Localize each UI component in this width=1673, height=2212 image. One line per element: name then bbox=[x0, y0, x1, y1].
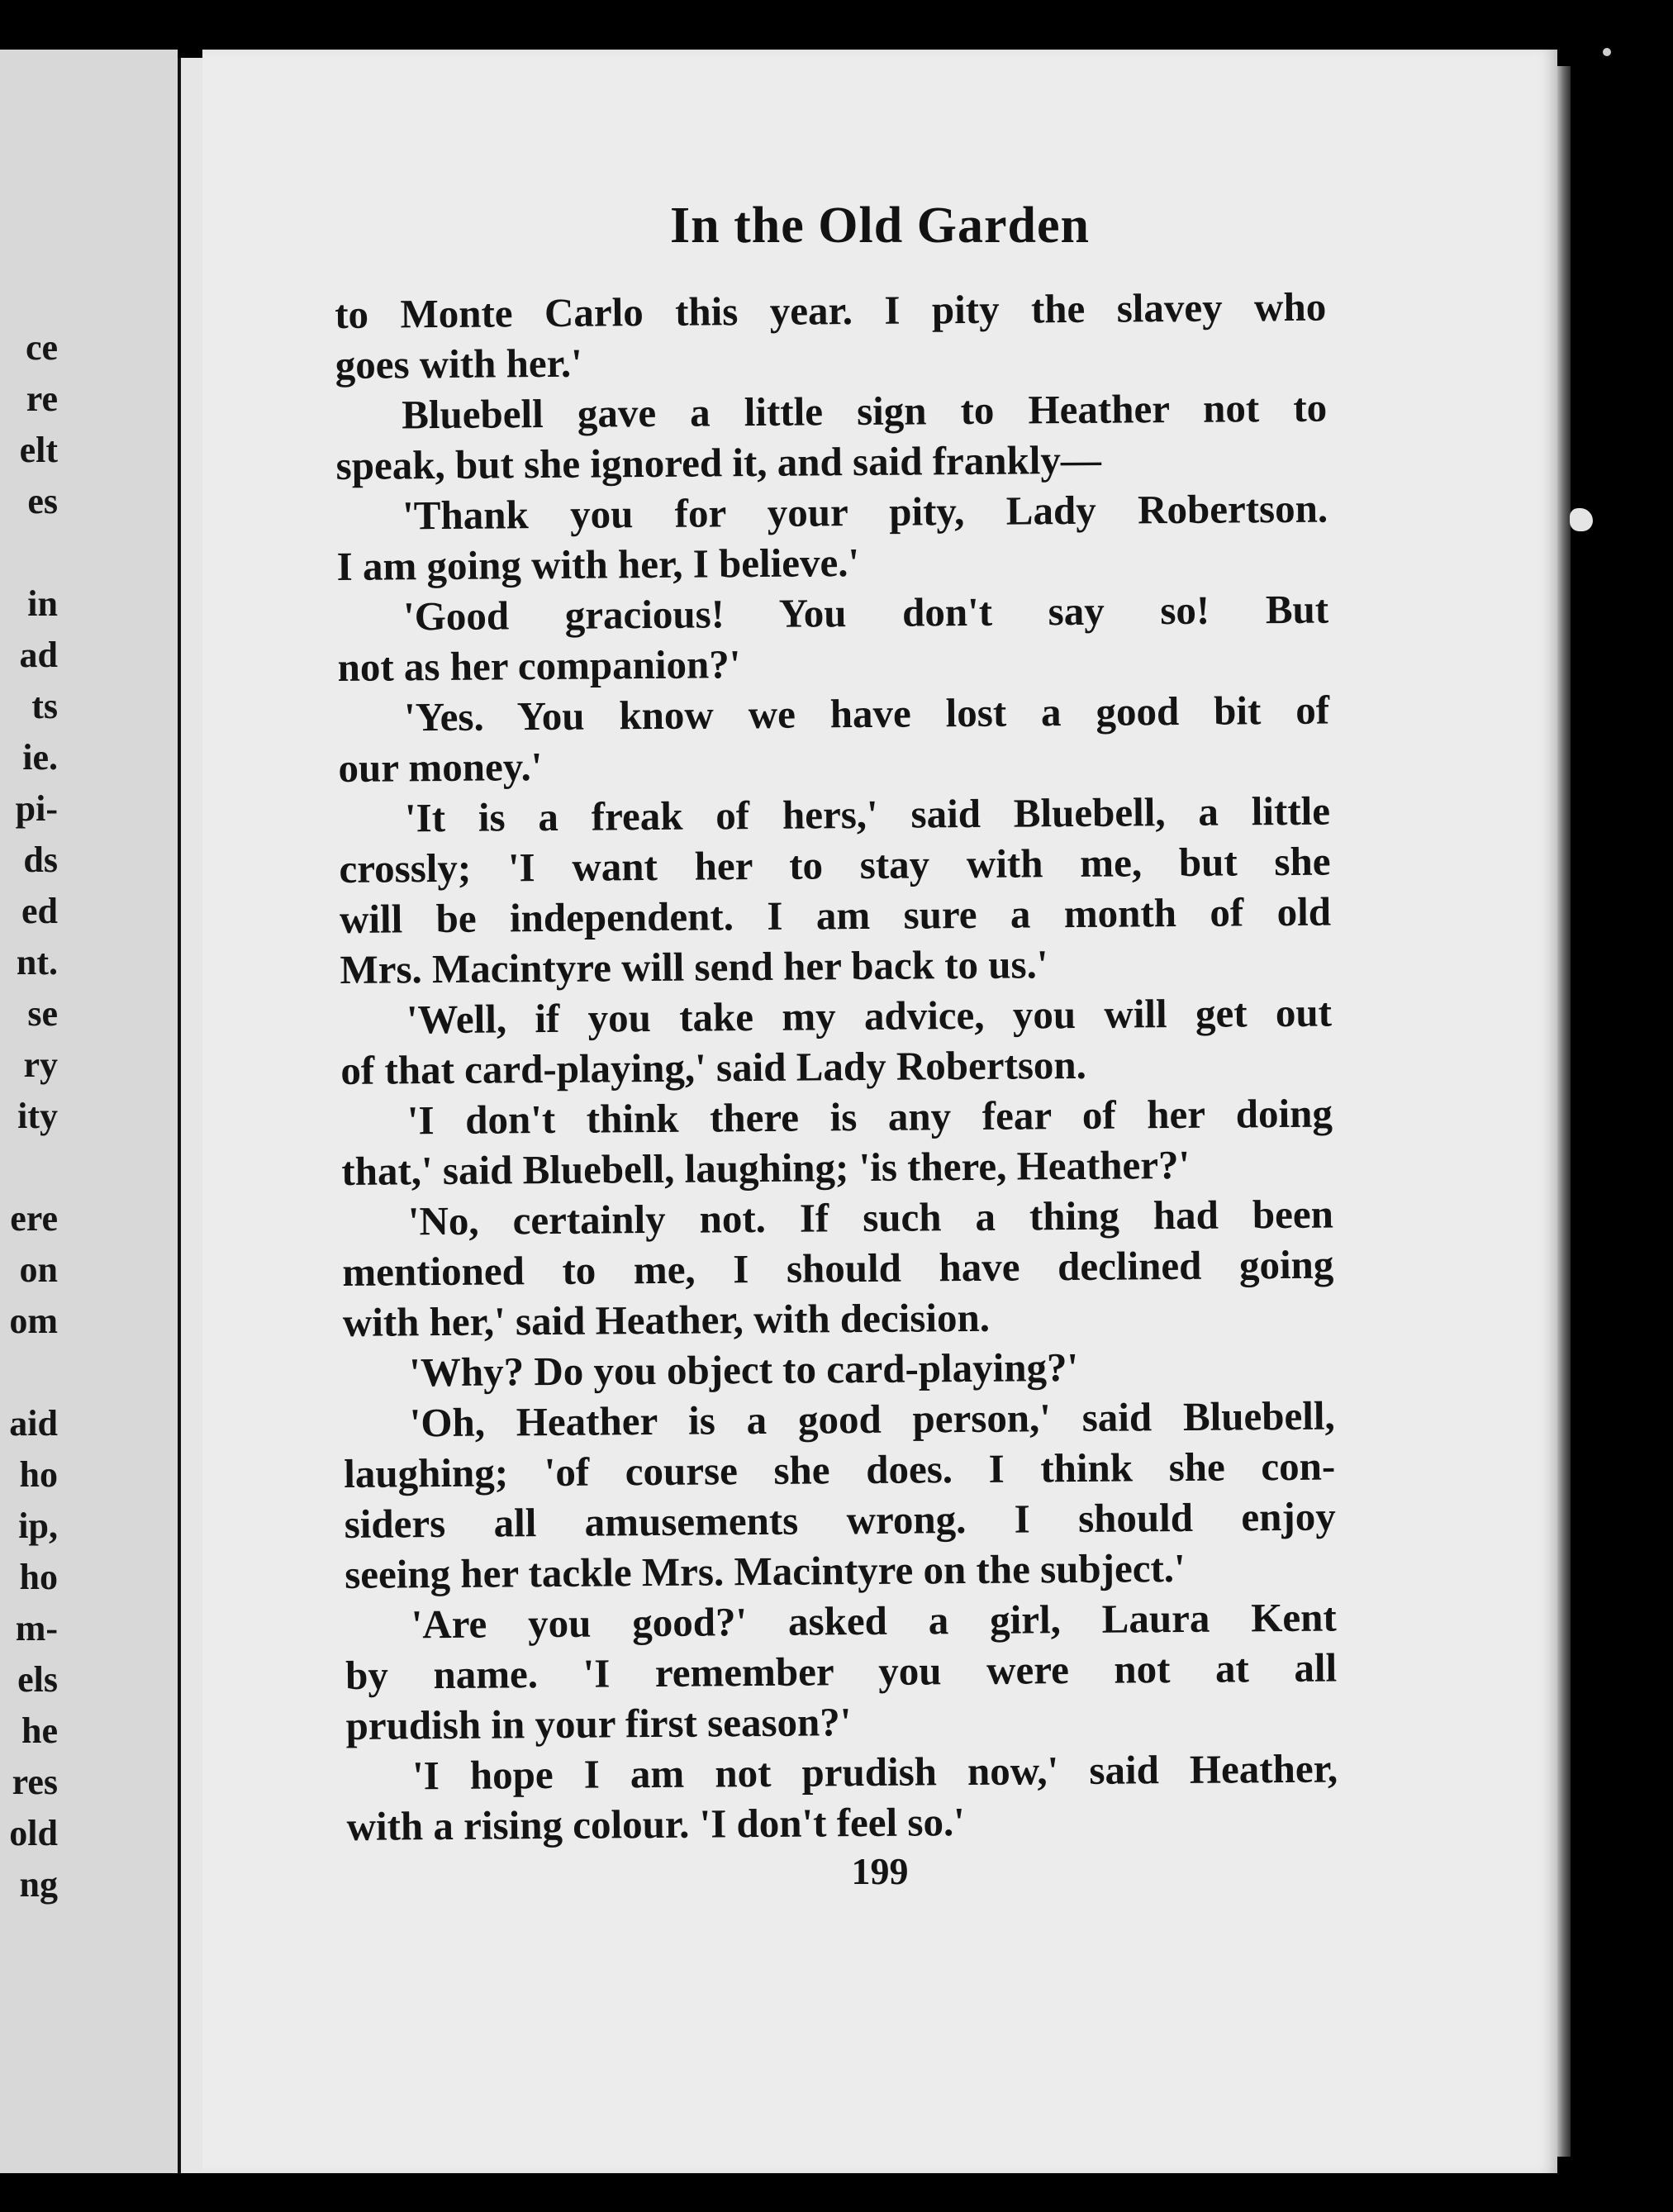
paragraph bbox=[342, 1189, 1334, 1348]
text-line: laughing; 'of course she does. I think she con- bbox=[344, 1443, 1336, 1496]
text-line: I am going with her, I believe.' bbox=[336, 540, 860, 589]
left-page-fragment: om bbox=[9, 1301, 58, 1341]
left-page-fragment: on bbox=[19, 1249, 58, 1290]
text-line: Mrs. Macintyre will send her back to us.' bbox=[340, 941, 1048, 992]
text-line: seeing her tackle Mrs. Macintyre on the subject.' bbox=[345, 1544, 1186, 1597]
text-line: with a rising colour. 'I don't feel so.' bbox=[346, 1799, 966, 1849]
paragraph bbox=[335, 282, 1327, 390]
paragraph bbox=[337, 584, 1329, 692]
text-line: prudish in your first season?' bbox=[345, 1699, 852, 1748]
paragraph bbox=[343, 1340, 1334, 1398]
page-number: 199 bbox=[851, 1850, 909, 1892]
text-line: not as her companion?' bbox=[337, 641, 741, 690]
left-page-fragment: pi- bbox=[15, 788, 58, 829]
text-line: our money.' bbox=[338, 744, 543, 791]
paragraph bbox=[341, 1088, 1333, 1196]
paragraph bbox=[346, 1743, 1338, 1852]
right-page bbox=[202, 50, 1557, 2173]
text-line: 'Are you good?' asked a girl, Laura Kent bbox=[411, 1594, 1337, 1648]
left-page-fragment: aid bbox=[9, 1403, 58, 1444]
text-line: 'I hope I am not prudish now,' said Heather, bbox=[411, 1745, 1338, 1799]
left-page-fragment: ho bbox=[19, 1557, 58, 1597]
left-page-fragment: old bbox=[9, 1813, 58, 1853]
text-line: 'Why? Do you object to card-playing?' bbox=[409, 1344, 1079, 1396]
left-page-fragment: elt bbox=[19, 430, 58, 470]
text-line: that,' said Bluebell, laughing; 'is there, Heather?' bbox=[341, 1141, 1191, 1194]
paragraph bbox=[345, 1592, 1337, 1751]
left-page-fragment: se bbox=[27, 993, 58, 1034]
left-page-fragment: ie. bbox=[22, 737, 58, 778]
text-line: of that card-playing,' said Lady Robertson. bbox=[340, 1041, 1087, 1093]
text-line: 'Good gracious! You don't say so! But bbox=[402, 586, 1329, 640]
left-page-fragment: nt. bbox=[16, 942, 58, 982]
left-page-fragment: ad bbox=[19, 635, 58, 675]
paragraph bbox=[338, 685, 1330, 793]
paragraph bbox=[344, 1391, 1337, 1600]
page-block-edge bbox=[1557, 66, 1571, 2157]
text-line: 'I don't think there is any fear of her doing bbox=[406, 1090, 1333, 1144]
left-page-fragment: ere bbox=[10, 1198, 58, 1239]
text-line: 'Well, if you take my advice, you will get out bbox=[406, 989, 1333, 1043]
paragraph bbox=[335, 383, 1328, 491]
paragraph bbox=[340, 987, 1333, 1096]
text-line: 'No, certainly not. If such a thing had been bbox=[407, 1191, 1334, 1244]
left-page-fragment: es bbox=[27, 481, 58, 521]
left-page-fragment: m- bbox=[15, 1608, 58, 1648]
text-line: mentioned to me, I should have declined going bbox=[342, 1241, 1334, 1295]
text-line: speak, but she ignored it, and said frankly— bbox=[335, 436, 1102, 488]
paragraph bbox=[339, 786, 1332, 995]
text-line: 'Yes. You know we have lost a good bit of bbox=[403, 687, 1330, 740]
text-line: 'Oh, Heather is a good person,' said Bluebell, bbox=[409, 1392, 1335, 1446]
text-line: 'It is a freak of hers,' said Bluebell, a little bbox=[404, 787, 1331, 841]
left-page-fragment: ry bbox=[23, 1044, 58, 1085]
page-body-text bbox=[335, 282, 1338, 1852]
text-line: to Monte Carlo this year. I pity the slavey who bbox=[335, 283, 1327, 337]
paper-speck bbox=[1603, 48, 1611, 56]
text-line: 'Thank you for your pity, Lady Robertson. bbox=[402, 485, 1328, 539]
text-line: siders all amusements wrong. I should enjoy bbox=[344, 1493, 1336, 1547]
text-line: with her,' said Heather, with decision. bbox=[342, 1294, 991, 1345]
left-page-fragment: ity bbox=[17, 1096, 58, 1136]
text-line: goes with her.' bbox=[335, 340, 582, 388]
left-page-fragment: ed bbox=[21, 891, 58, 931]
book-gutter bbox=[178, 58, 206, 2173]
paragraph bbox=[336, 483, 1328, 592]
left-page-fragment: ce bbox=[25, 327, 58, 368]
left-page-fragment: ip, bbox=[18, 1506, 58, 1546]
paper-speck bbox=[1570, 508, 1593, 531]
text-line: by name. 'I remember you were not at all bbox=[345, 1644, 1338, 1698]
text-line: crossly; 'I want her to stay with me, but she bbox=[339, 838, 1331, 892]
text-line: will be independent. I am sure a month of old bbox=[339, 888, 1332, 942]
text-line: Bluebell gave a little sign to Heather not to bbox=[401, 384, 1328, 438]
left-page-fragment: in bbox=[27, 583, 58, 624]
left-page-fragment: he bbox=[21, 1710, 58, 1751]
left-page-fragment: re bbox=[26, 378, 58, 419]
left-page-fragment: ts bbox=[31, 686, 58, 726]
left-page-fragment: ng bbox=[19, 1864, 58, 1905]
left-page-fragment: res bbox=[12, 1762, 58, 1802]
left-page-fragment: ds bbox=[23, 840, 58, 880]
left-page-fragment: ho bbox=[19, 1454, 58, 1495]
left-page-fragment: els bbox=[17, 1659, 58, 1700]
running-head: In the Old Garden bbox=[670, 197, 1090, 254]
left-page-edge bbox=[0, 50, 178, 2173]
